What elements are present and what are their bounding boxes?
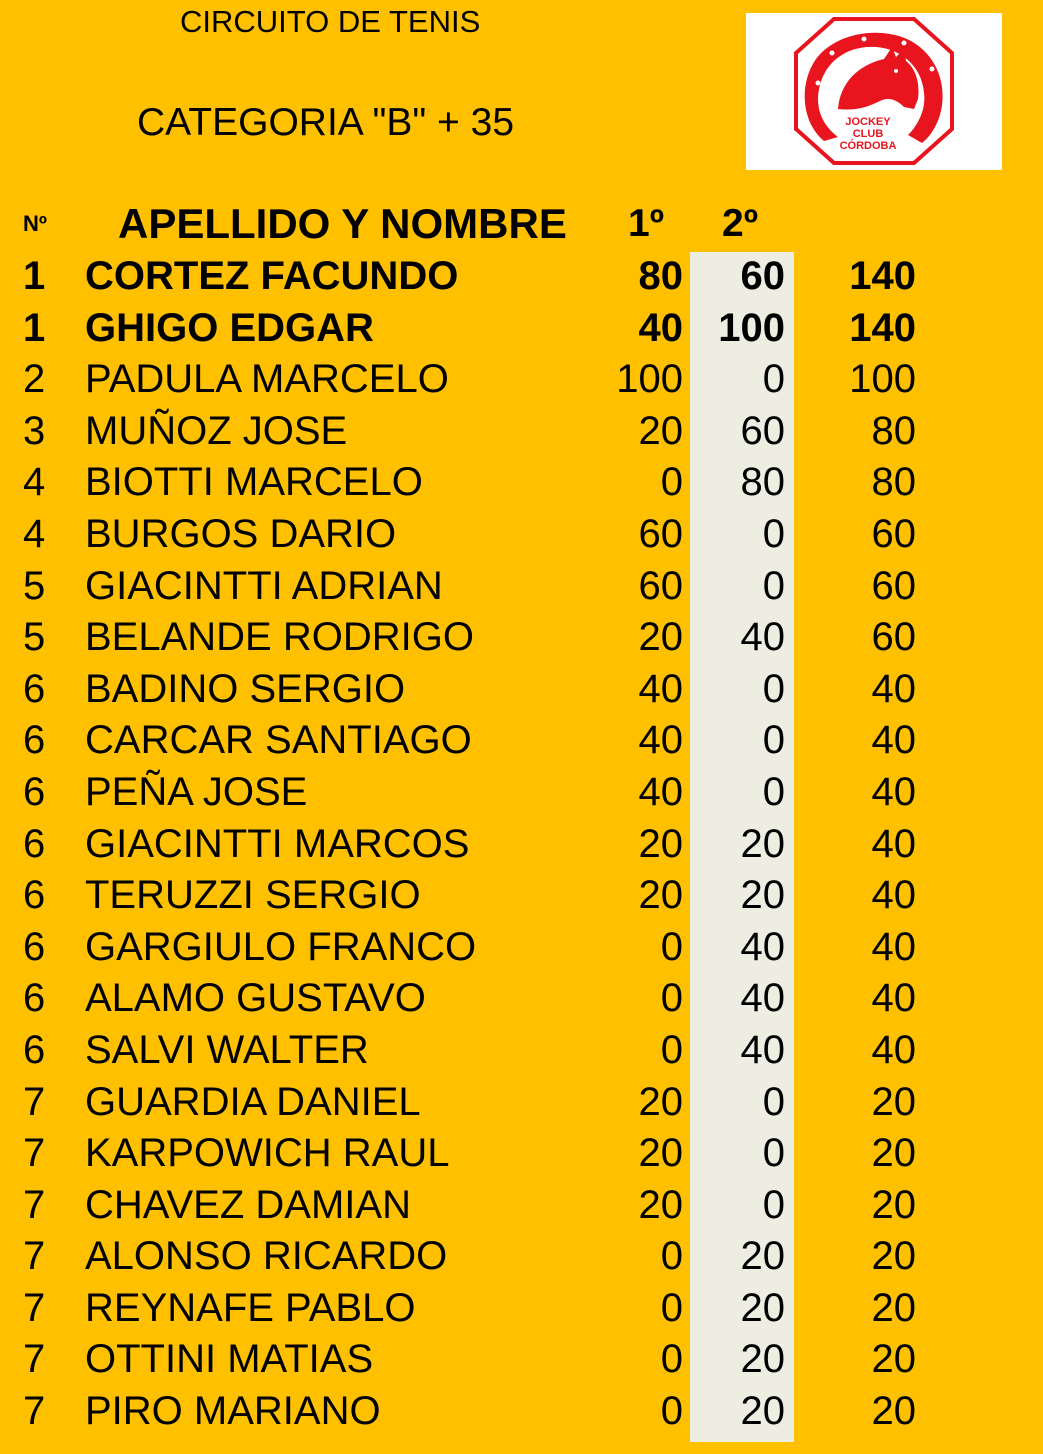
row-first-score: 60 — [638, 511, 683, 556]
row-total-score: 80 — [871, 408, 916, 453]
row-player-name: GIACINTTI ADRIAN — [85, 563, 443, 608]
row-position: 6 — [23, 666, 46, 711]
row-total-score: 20 — [871, 1234, 916, 1279]
row-second-score: 0 — [762, 511, 785, 556]
table-row — [0, 1128, 1043, 1180]
row-position: 7 — [23, 1079, 46, 1124]
row-total-score: 20 — [871, 1389, 916, 1434]
table-row — [0, 1334, 1043, 1386]
row-second-score: 60 — [740, 254, 785, 298]
row-player-name: MUÑOZ JOSE — [85, 408, 348, 453]
row-position: 7 — [23, 1182, 46, 1227]
row-second-score: 100 — [718, 305, 785, 350]
row-first-score: 0 — [660, 1389, 683, 1434]
table-row — [0, 457, 1043, 509]
row-player-name: OTTINI MATIAS — [85, 1337, 374, 1382]
row-second-score: 20 — [740, 1389, 785, 1434]
row-second-score: 0 — [762, 1182, 785, 1227]
row-player-name: BADINO SERGIO — [85, 666, 406, 711]
row-first-score: 0 — [660, 976, 683, 1021]
row-first-score: 0 — [660, 1234, 683, 1279]
column-header-number: Nº — [23, 211, 47, 236]
row-first-score: 0 — [660, 1285, 683, 1330]
row-second-score: 20 — [740, 1234, 785, 1279]
row-position: 6 — [23, 769, 46, 814]
row-position: 5 — [23, 563, 46, 608]
row-position: 1 — [23, 305, 46, 350]
row-first-score: 40 — [638, 718, 683, 763]
row-position: 7 — [23, 1389, 46, 1434]
column-header-first: 1º — [628, 202, 664, 245]
row-player-name: ALAMO GUSTAVO — [85, 976, 426, 1021]
row-player-name: CORTEZ FACUNDO — [85, 254, 459, 298]
row-position: 6 — [23, 821, 46, 866]
column-header-second: 2º — [722, 202, 758, 245]
row-second-score: 0 — [762, 1079, 785, 1124]
logo-text-club: CLUB — [852, 128, 884, 140]
row-player-name: CHAVEZ DAMIAN — [85, 1182, 411, 1227]
row-player-name: GUARDIA DANIEL — [85, 1079, 421, 1124]
row-player-name: GARGIULO FRANCO — [85, 924, 477, 969]
row-first-score: 20 — [638, 873, 683, 918]
row-first-score: 20 — [638, 821, 683, 866]
row-second-score: 40 — [740, 615, 785, 660]
row-total-score: 100 — [849, 357, 916, 402]
row-first-score: 40 — [638, 769, 683, 814]
row-position: 6 — [23, 976, 46, 1021]
logo-text-jockey: JOCKEY — [845, 116, 891, 128]
row-total-score: 40 — [871, 924, 916, 969]
row-position: 6 — [23, 718, 46, 763]
table-row — [0, 767, 1043, 819]
row-first-score: 0 — [660, 460, 683, 505]
row-player-name: BELANDE RODRIGO — [85, 615, 474, 660]
row-total-score: 40 — [871, 769, 916, 814]
table-row — [0, 1231, 1043, 1283]
table-row — [0, 664, 1043, 716]
row-total-score: 20 — [871, 1131, 916, 1176]
row-second-score: 80 — [740, 460, 785, 505]
row-player-name: PIRO MARIANO — [85, 1389, 381, 1434]
row-player-name: PADULA MARCELO — [85, 357, 449, 402]
row-first-score: 100 — [616, 357, 683, 402]
table-row — [0, 612, 1043, 664]
row-second-score: 40 — [740, 976, 785, 1021]
row-position: 7 — [23, 1234, 46, 1279]
row-second-score: 20 — [740, 873, 785, 918]
logo-text-cordoba: CÓRDOBA — [839, 140, 897, 152]
table-row — [0, 715, 1043, 767]
row-second-score: 0 — [762, 769, 785, 814]
table-row — [0, 1025, 1043, 1077]
table-row — [0, 1386, 1043, 1438]
row-position: 4 — [23, 460, 46, 505]
row-total-score: 40 — [871, 873, 916, 918]
row-total-score: 40 — [871, 666, 916, 711]
table-row — [0, 1283, 1043, 1335]
row-second-score: 0 — [762, 563, 785, 608]
row-player-name: BIOTTI MARCELO — [85, 460, 423, 505]
row-first-score: 20 — [638, 408, 683, 453]
row-total-score: 20 — [871, 1285, 916, 1330]
row-total-score: 40 — [871, 718, 916, 763]
row-player-name: TERUZZI SERGIO — [85, 873, 421, 918]
row-second-score: 40 — [740, 1027, 785, 1072]
row-position: 5 — [23, 615, 46, 660]
row-first-score: 40 — [638, 305, 683, 350]
page-title: CIRCUITO DE TENIS — [180, 4, 481, 39]
row-position: 6 — [23, 1027, 46, 1072]
row-first-score: 0 — [660, 1337, 683, 1382]
row-player-name: BURGOS DARIO — [85, 511, 397, 556]
table-row — [0, 354, 1043, 406]
row-second-score: 0 — [762, 357, 785, 402]
table-row — [0, 870, 1043, 922]
table-row — [0, 509, 1043, 561]
row-first-score: 60 — [638, 563, 683, 608]
table-row — [0, 1077, 1043, 1129]
row-first-score: 20 — [638, 615, 683, 660]
row-total-score: 40 — [871, 1027, 916, 1072]
row-position: 2 — [23, 357, 46, 402]
column-header-name: APELLIDO Y NOMBRE — [118, 200, 567, 247]
row-player-name: PEÑA JOSE — [85, 769, 308, 814]
table-row — [0, 922, 1043, 974]
row-total-score: 40 — [871, 976, 916, 1021]
row-total-score: 140 — [849, 305, 916, 350]
row-total-score: 60 — [871, 563, 916, 608]
club-logo — [746, 13, 1002, 170]
row-position: 3 — [23, 408, 46, 453]
row-second-score: 60 — [740, 408, 785, 453]
row-second-score: 0 — [762, 718, 785, 763]
row-player-name: SALVI WALTER — [85, 1027, 369, 1072]
table-row — [0, 973, 1043, 1025]
row-total-score: 20 — [871, 1079, 916, 1124]
row-second-score: 20 — [740, 821, 785, 866]
row-player-name: GIACINTTI MARCOS — [85, 821, 470, 866]
row-first-score: 20 — [638, 1131, 683, 1176]
table-row — [0, 406, 1043, 458]
row-second-score: 0 — [762, 1131, 785, 1176]
row-player-name: GHIGO EDGAR — [85, 305, 374, 350]
category-subtitle: CATEGORIA "B" + 35 — [137, 101, 515, 144]
row-position: 7 — [23, 1285, 46, 1330]
table-row — [0, 251, 1043, 303]
row-total-score: 60 — [871, 511, 916, 556]
row-position: 1 — [23, 254, 46, 298]
row-second-score: 20 — [740, 1337, 785, 1382]
row-player-name: CARCAR SANTIAGO — [85, 718, 472, 763]
row-position: 7 — [23, 1131, 46, 1176]
row-total-score: 40 — [871, 821, 916, 866]
row-first-score: 40 — [638, 666, 683, 711]
row-first-score: 20 — [638, 1182, 683, 1227]
row-second-score: 0 — [762, 666, 785, 711]
row-player-name: KARPOWICH RAUL — [85, 1131, 450, 1176]
row-total-score: 140 — [849, 254, 916, 298]
row-total-score: 20 — [871, 1337, 916, 1382]
row-player-name: ALONSO RICARDO — [85, 1234, 448, 1279]
row-total-score: 80 — [871, 460, 916, 505]
row-position: 6 — [23, 873, 46, 918]
row-second-score: 40 — [740, 924, 785, 969]
table-row — [0, 1180, 1043, 1232]
ranking-table — [0, 251, 1043, 1438]
row-first-score: 20 — [638, 1079, 683, 1124]
jockey-club-cordoba-logo-icon — [746, 13, 1002, 170]
row-first-score: 80 — [638, 254, 683, 298]
row-player-name: REYNAFE PABLO — [85, 1285, 416, 1330]
row-total-score: 60 — [871, 615, 916, 660]
table-row — [0, 561, 1043, 613]
row-first-score: 0 — [660, 924, 683, 969]
row-position: 4 — [23, 511, 46, 556]
table-row — [0, 819, 1043, 871]
row-position: 6 — [23, 924, 46, 969]
table-row — [0, 303, 1043, 355]
row-second-score: 20 — [740, 1285, 785, 1330]
row-total-score: 20 — [871, 1182, 916, 1227]
row-first-score: 0 — [660, 1027, 683, 1072]
row-position: 7 — [23, 1337, 46, 1382]
